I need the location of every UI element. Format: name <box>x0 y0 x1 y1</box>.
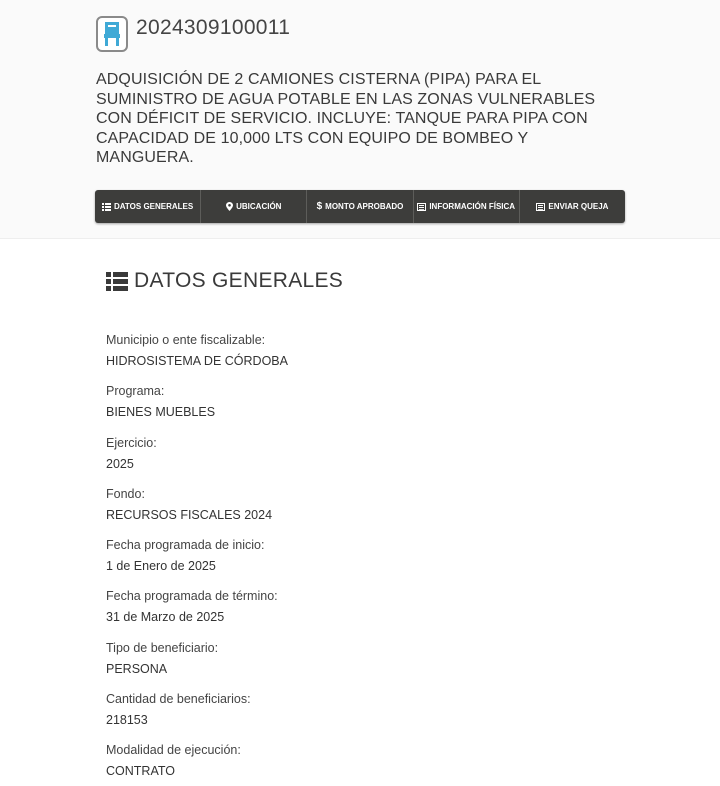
field-value: RECURSOS FISCALES 2024 <box>106 507 273 522</box>
field-value: HIDROSISTEMA DE CÓRDOBA <box>106 354 288 368</box>
general-data-fields <box>106 332 606 786</box>
nav-label: INFORMACIÓN FÍSICA <box>429 202 516 211</box>
list-icon <box>106 272 128 291</box>
list-alt-icon <box>417 203 426 211</box>
field-modalidad-ejecucion <box>106 742 606 786</box>
chair-icon <box>102 21 122 47</box>
nav-enviar-queja[interactable] <box>520 190 625 223</box>
field-value: 2025 <box>106 456 134 471</box>
map-marker-icon <box>226 202 233 211</box>
field-label: Municipio o ente fiscalizable: <box>106 333 266 347</box>
header <box>0 0 720 238</box>
nav-label: DATOS GENERALES <box>113 202 194 211</box>
project-title: ADQUISICIÓN DE 2 CAMIONES CISTERNA (PIPA) PARA EL SUMINISTRO DE AGUA POTABLE EN LAS ZONAS VULNERABLES CON DÉFICIT DE SERVICIO. INCLUYE: TANQUE PARA PIPA CON CAPACIDAD DE 10,000 LTS CON EQUIPO DE BOMBEO Y MANGUERA. <box>96 71 596 166</box>
field-tipo-beneficiario <box>106 640 606 691</box>
nav-label: UBICACIÓN <box>236 202 282 211</box>
field-label: Cantidad de beneficiarios: <box>106 692 251 707</box>
section-title: DATOS GENERALES <box>134 269 344 292</box>
field-cantidad-beneficiarios <box>106 691 606 742</box>
list-alt-icon <box>536 203 545 211</box>
nav-datos-generales[interactable] <box>95 190 201 223</box>
field-ejercicio <box>106 435 606 486</box>
nav-ubicacion[interactable] <box>201 190 307 223</box>
field-label: Ejercicio: <box>106 435 157 450</box>
field-value: PERSONA <box>106 661 168 676</box>
field-label: Programa: <box>106 384 165 399</box>
nav-informacion-fisica[interactable] <box>414 190 520 223</box>
section-nav <box>95 190 625 223</box>
logo <box>96 16 128 52</box>
nav-label: MONTO APROBADO <box>325 202 404 211</box>
nav-label: ENVIAR QUEJA <box>548 202 609 211</box>
field-value: BIENES MUEBLES <box>106 405 216 420</box>
field-label: Modalidad de ejecución: <box>106 743 241 758</box>
dollar-icon: $ <box>316 201 323 212</box>
main-content <box>0 238 720 786</box>
section-heading <box>106 269 343 293</box>
nav-monto-aprobado[interactable] <box>307 190 413 223</box>
field-value: 1 de Enero de 2025 <box>106 559 216 574</box>
field-fecha-inicio <box>106 537 606 588</box>
project-folio: 2024309100011 <box>136 16 291 39</box>
field-label: Fondo: <box>106 486 145 501</box>
field-programa <box>106 383 606 434</box>
list-icon <box>102 203 111 211</box>
field-value: 218153 <box>106 713 148 728</box>
field-municipio <box>106 332 606 383</box>
field-label: Fecha programada de término: <box>106 589 278 604</box>
field-label: Fecha programada de inicio: <box>106 538 265 553</box>
field-fondo <box>106 486 606 537</box>
field-label: Tipo de beneficiario: <box>106 640 219 655</box>
field-value: CONTRATO <box>106 764 175 779</box>
field-fecha-termino <box>106 588 606 639</box>
field-value: 31 de Marzo de 2025 <box>106 610 225 625</box>
